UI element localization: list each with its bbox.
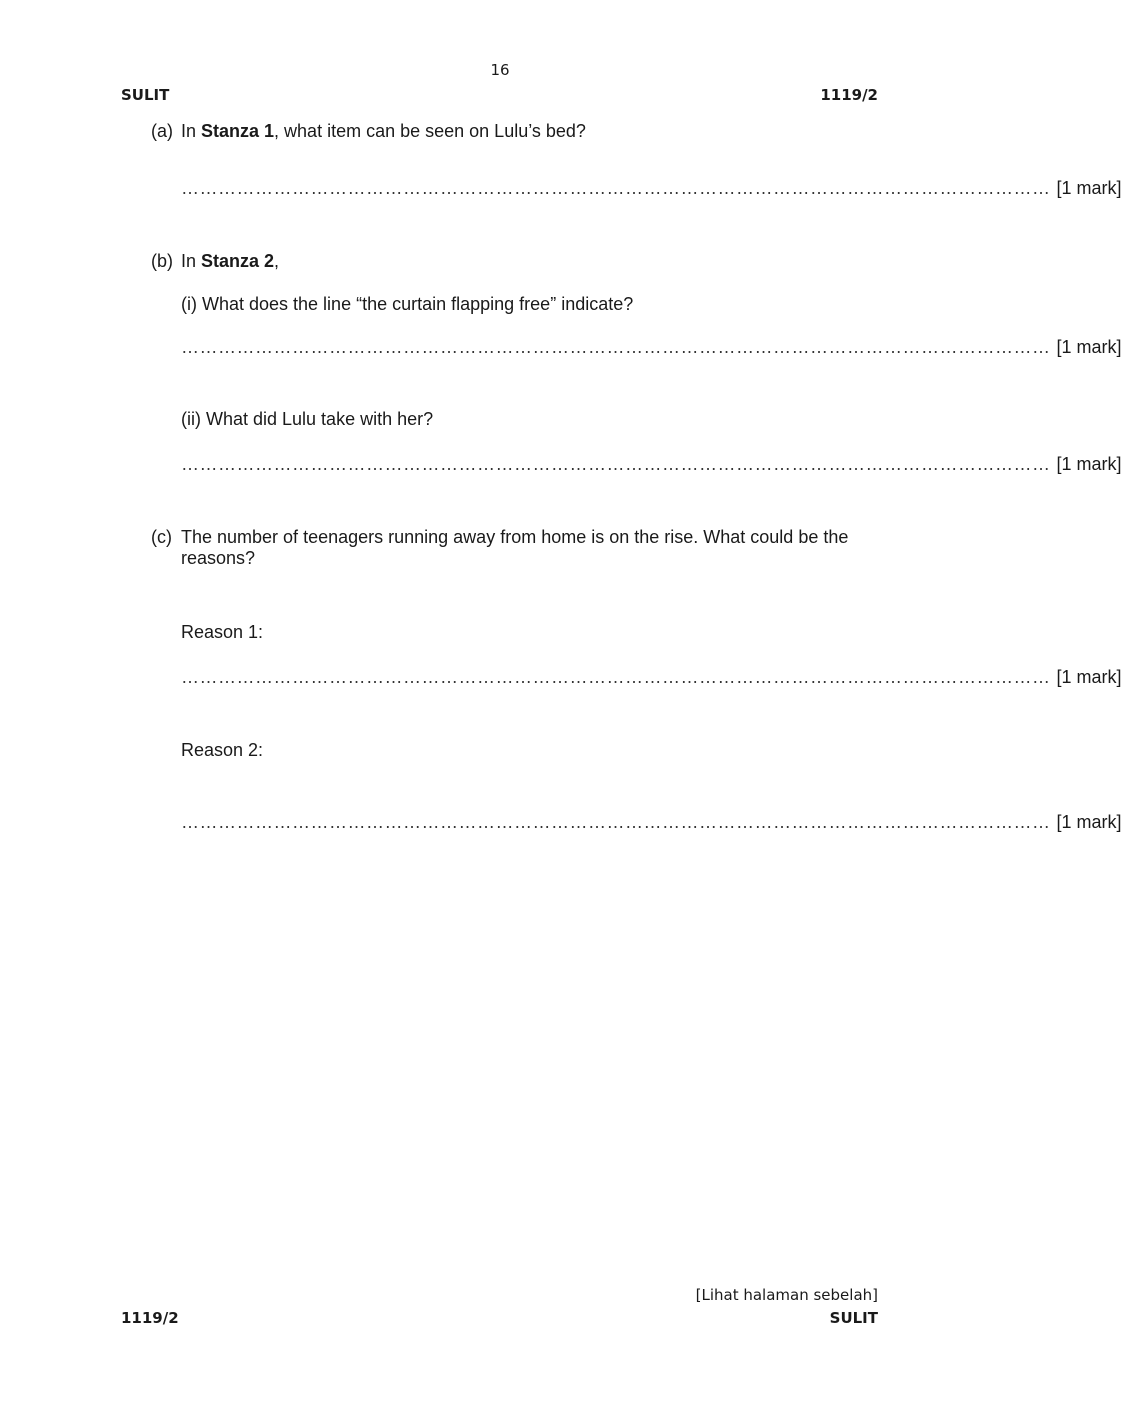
mark-allocation: [1 mark] [1056,454,1122,474]
answer-line-reason-2[interactable] [181,812,1122,833]
question-b-prefix: In [181,251,202,271]
answer-line-reason-1[interactable] [181,667,1122,688]
question-a-label: (a) [151,121,173,141]
next-page-note: [Lihat halaman sebelah] [695,1286,878,1304]
question-b-suffix: , [274,251,280,271]
classification-label-top: SULIT [121,86,170,104]
answer-line-b-i[interactable] [181,337,1122,358]
question-a-prefix: In [181,121,202,141]
mark-allocation: [1 mark] [1056,337,1122,357]
mark-allocation: [1 mark] [1056,812,1122,832]
answer-dots: …………………………………………………………………………………………………………………………… [181,178,1051,198]
question-b-stanza: Stanza 2 [201,251,275,271]
question-b-i-text: (i) What does the line “the curtain flapping free” indicate? [181,294,634,314]
question-c-label: (c) [151,527,172,547]
question-a-stanza: Stanza 1 [201,121,275,141]
question-b-ii-text: (ii) What did Lulu take with her? [181,409,434,429]
answer-line-b-ii[interactable] [181,454,1122,475]
question-a-suffix: , what item can be seen on Lulu’s bed? [274,121,586,141]
answer-line-a[interactable] [181,178,1122,199]
page-number: 16 [490,61,510,79]
answer-dots: …………………………………………………………………………………………………………………………… [181,812,1051,832]
question-b-text [181,251,871,272]
reason-2-label: Reason 2: [181,740,264,760]
question-b-label: (b) [151,251,173,271]
paper-code-top: 1119/2 [820,86,878,104]
reason-1-label: Reason 1: [181,622,264,642]
answer-dots: …………………………………………………………………………………………………………………………… [181,454,1051,474]
answer-dots: …………………………………………………………………………………………………………………………… [181,337,1051,357]
question-c-text: The number of teenagers running away from home is on the rise. What could be the reasons? [181,527,849,568]
mark-allocation: [1 mark] [1056,178,1122,198]
answer-dots: …………………………………………………………………………………………………………………………… [181,667,1051,687]
question-a-text [181,121,871,142]
paper-code-bottom: 1119/2 [121,1309,179,1327]
classification-label-bottom: SULIT [829,1309,878,1327]
mark-allocation: [1 mark] [1056,667,1122,687]
